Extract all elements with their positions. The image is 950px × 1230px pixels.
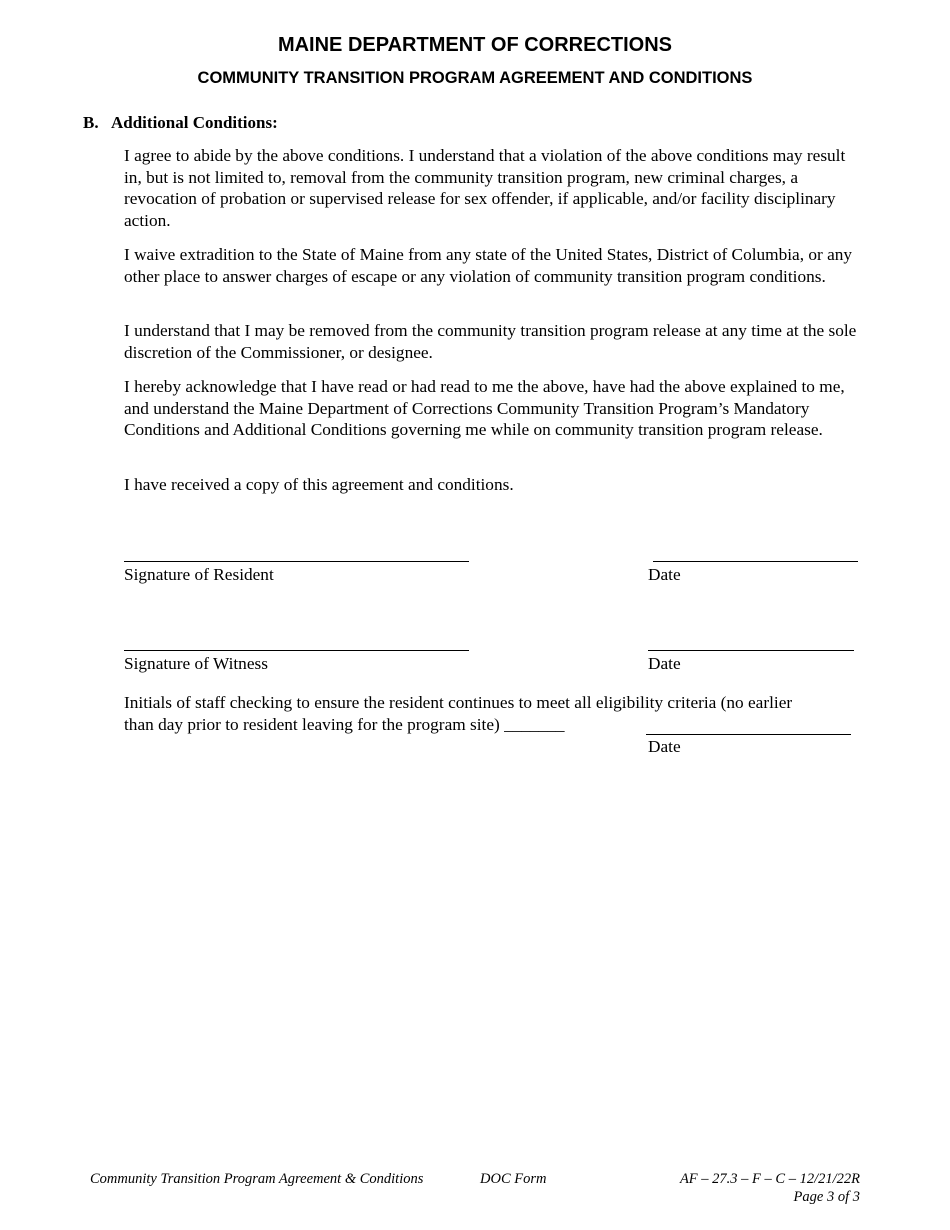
footer-page-number: Page 3 of 3 bbox=[793, 1189, 860, 1205]
paragraph-copy-received: I have received a copy of this agreement and conditions. bbox=[124, 475, 514, 494]
paragraph-removal: I understand that I may be removed from the community transition program release at any time at the sole discretion of the Commissioner, or designee. bbox=[124, 321, 857, 362]
witness-signature-label: Signature of Witness bbox=[124, 654, 268, 673]
footer-form-code: AF – 27.3 – F – C – 12/21/22R bbox=[679, 1171, 860, 1187]
paragraph-extradition: I waive extradition to the State of Maine from any state of the United States, District of Columbia, or any other place to answer charges of escape or any violation of community transition program conditions. bbox=[124, 245, 853, 286]
initials-date-line[interactable] bbox=[646, 734, 851, 735]
initials-date-label: Date bbox=[648, 737, 681, 756]
paragraph-violation: I agree to abide by the above conditions. I understand that a violation of the above conditions may result in, but is not limited to, removal from the community transition program, new criminal charges, a revocation of probation or supervised release for sex offender, if applicable, and/or facility disciplinary action. bbox=[124, 146, 846, 231]
resident-signature-label: Signature of Resident bbox=[124, 565, 274, 584]
section-number: B. bbox=[83, 113, 99, 132]
footer-form-type: DOC Form bbox=[480, 1171, 547, 1187]
resident-signature-line[interactable] bbox=[124, 561, 469, 562]
page-title: MAINE DEPARTMENT OF CORRECTIONS bbox=[277, 34, 673, 56]
initials-text-line1: Initials of staff checking to ensure the resident continues to meet all eligibility criteria (no earlier bbox=[124, 693, 793, 712]
initials-text-line2: than day prior to resident leaving for the program site) _______ bbox=[124, 715, 565, 734]
paragraph-acknowledgement: I hereby acknowledge that I have read or had read to me the above, have had the above explained to me, and understand the Maine Department of Corrections Community Transition Program’s Mandatory Conditions and Additional Conditions governing me while on community transition program release. bbox=[124, 377, 845, 440]
page-subtitle: COMMUNITY TRANSITION PROGRAM AGREEMENT AND CONDITIONS bbox=[197, 69, 753, 87]
witness-date-label: Date bbox=[648, 654, 681, 673]
section-title: Additional Conditions: bbox=[111, 113, 278, 132]
resident-date-line[interactable] bbox=[653, 561, 858, 562]
footer-form-name: Community Transition Program Agreement & Conditions bbox=[90, 1171, 424, 1187]
section-heading bbox=[83, 113, 278, 133]
witness-signature-line[interactable] bbox=[124, 650, 469, 651]
witness-date-line[interactable] bbox=[648, 650, 854, 651]
resident-date-label: Date bbox=[648, 565, 681, 584]
